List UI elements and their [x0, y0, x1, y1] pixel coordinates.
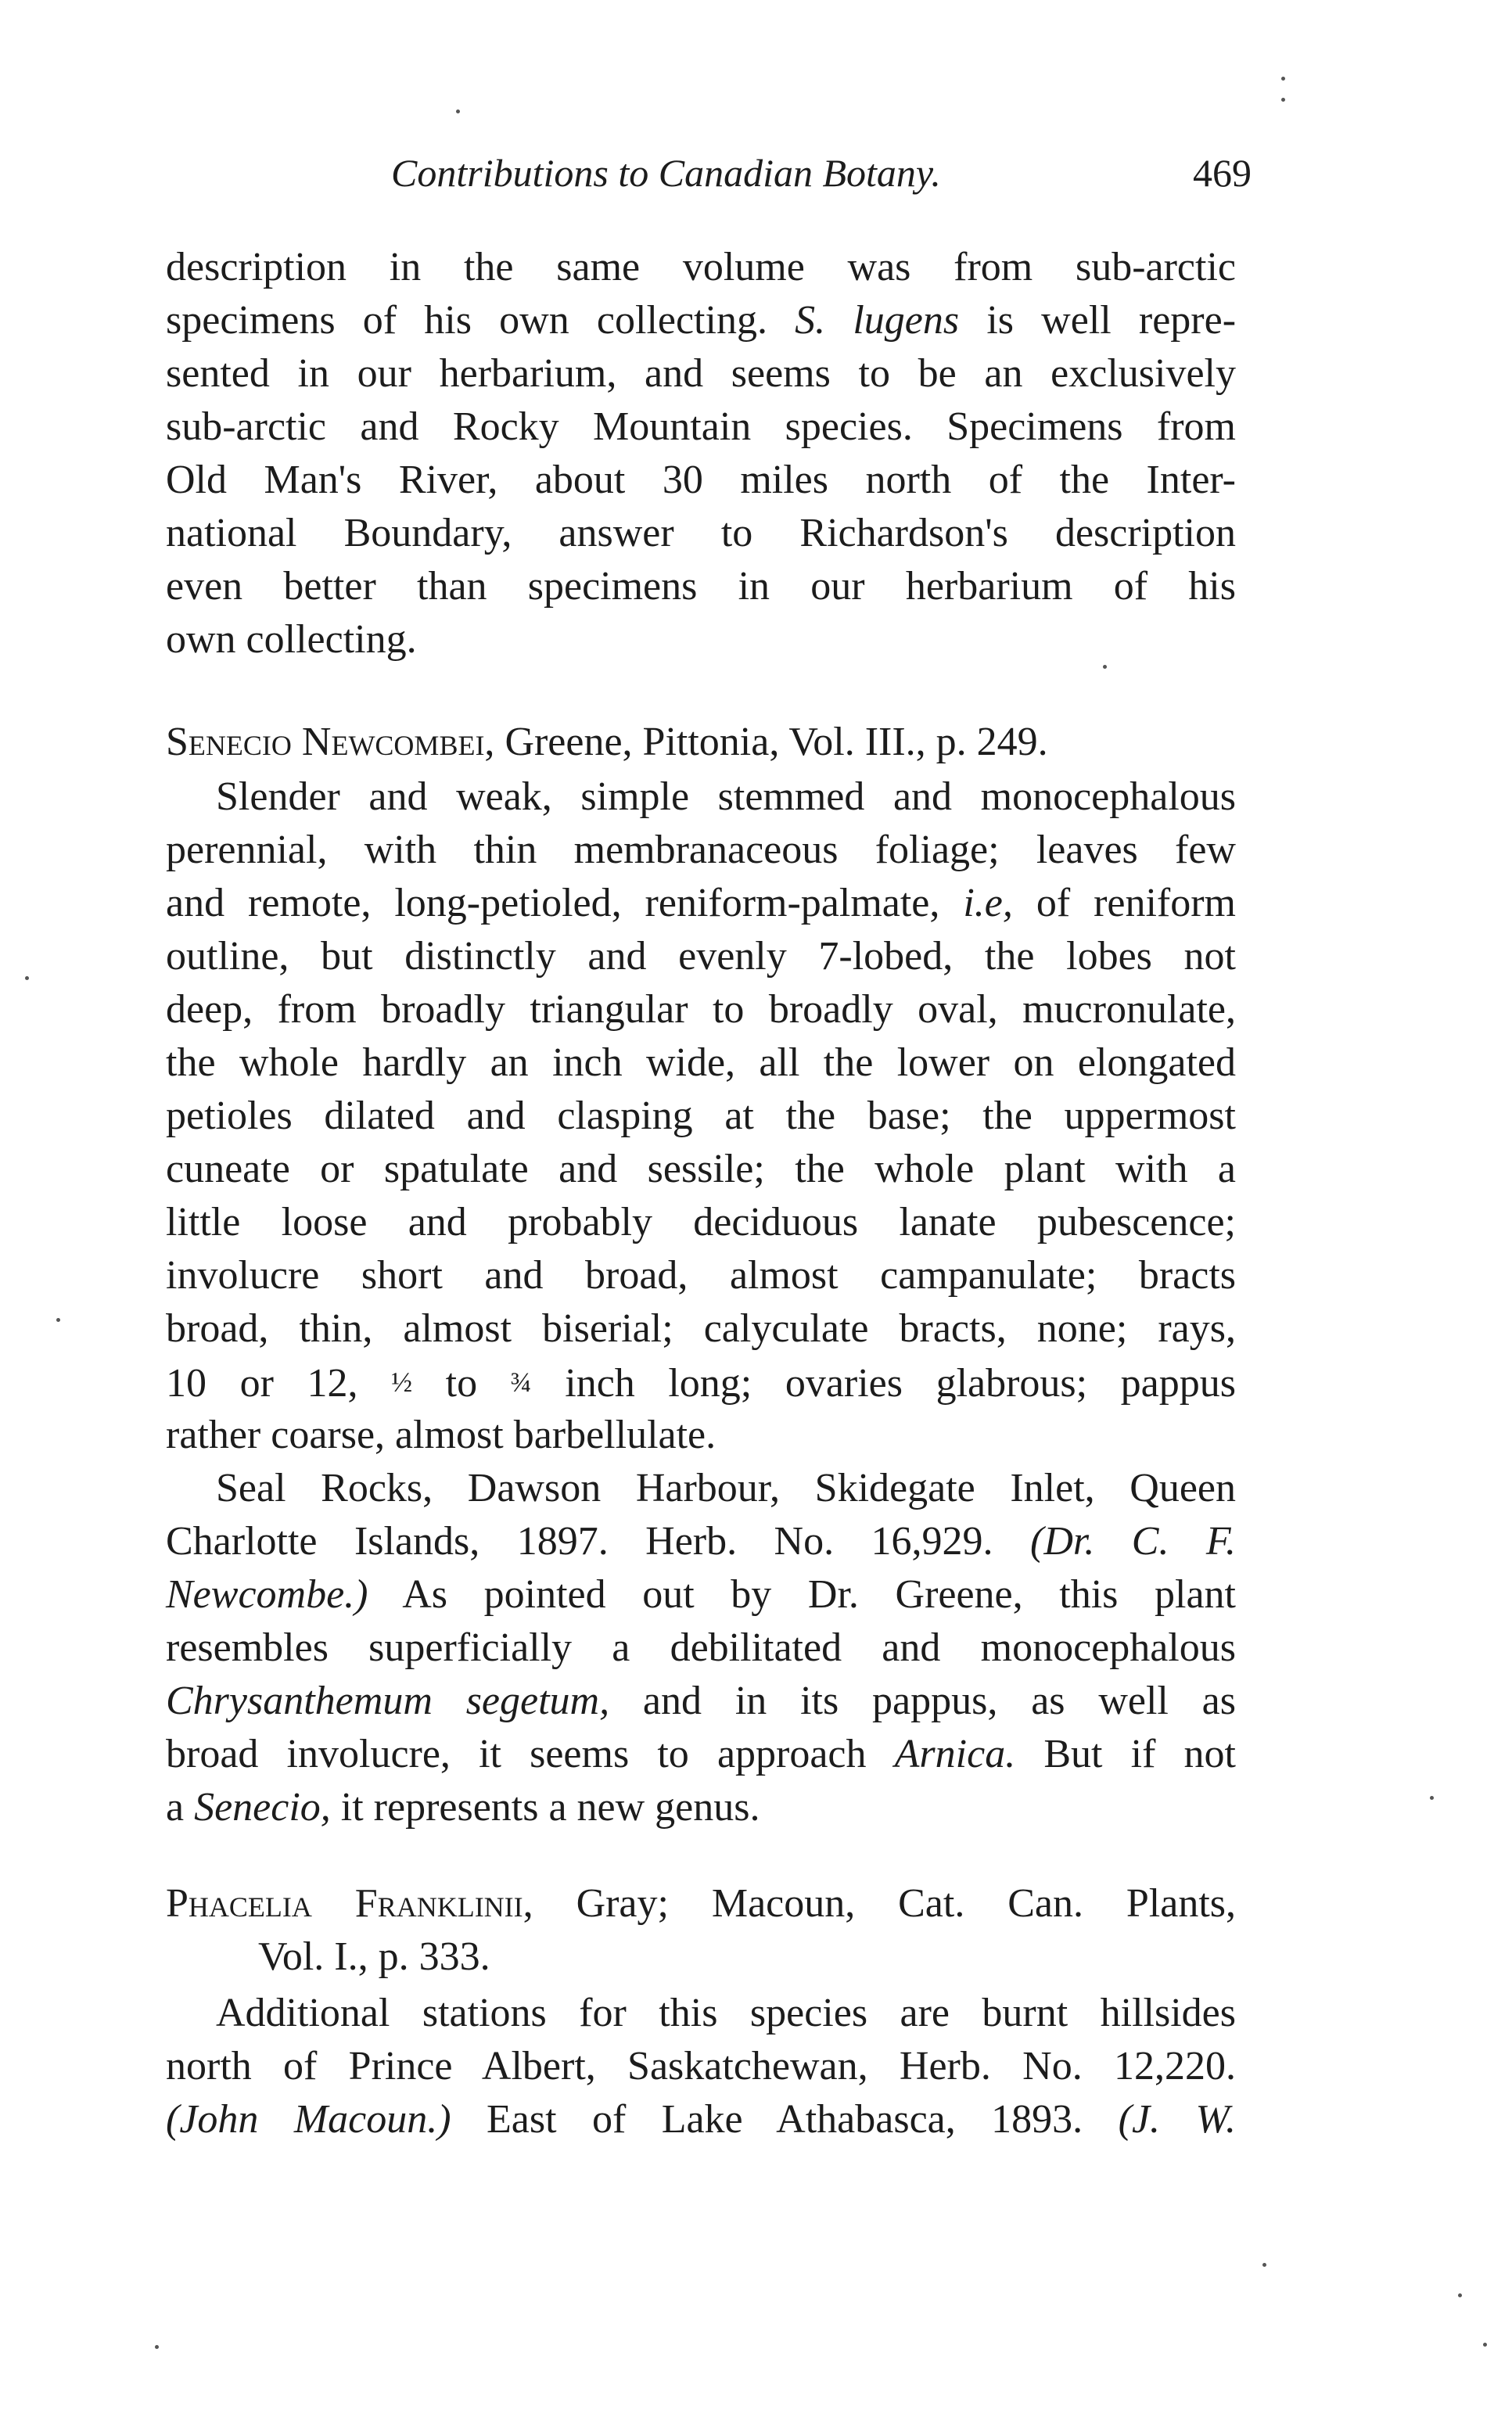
genus-name: Senecio, — [194, 1785, 331, 1830]
collector: (Dr. C. F. — [1030, 1519, 1236, 1564]
text-line: involucre short and broad, almost campanulate; bracts — [166, 1253, 1236, 1298]
scan-speck — [1458, 2293, 1462, 2297]
scan-speck — [1262, 2263, 1266, 2267]
collector: Newcombe.) — [166, 1572, 368, 1617]
text-line: Seal Rocks, Dawson Harbour, Skidegate Inlet, Queen — [216, 1466, 1236, 1510]
text-line: Additional stations for this species are burnt hillsides — [216, 1991, 1236, 2035]
text-line: resembles superficially a debilitated and monocephalous — [166, 1625, 1236, 1670]
text-line: north of Prince Albert, Saskatchewan, Herb. No. 12,220. — [166, 2044, 1236, 2088]
text-line: Newcombe.) As pointed out by Dr. Greene, this plant — [166, 1572, 1236, 1617]
text-line: even better than specimens in our herbarium of his — [166, 564, 1236, 609]
text-line: sub-arctic and Rocky Mountain species. Specimens from — [166, 404, 1236, 449]
species-title: Phacelia Franklinii, — [166, 1881, 533, 1926]
text-line: Old Man's River, about 30 miles north of the Inter- — [166, 458, 1236, 502]
running-header — [391, 150, 1252, 205]
phacelia-heading — [166, 1877, 1236, 1984]
text-line: own collecting. — [166, 617, 417, 662]
text-line: specimens of his own collecting. S. lugens is well repre- — [166, 298, 1237, 343]
scan-speck — [1281, 98, 1285, 102]
species-citation: Gray; Macoun, Cat. Can. Plants, — [576, 1881, 1237, 1926]
scan-speck — [56, 1318, 60, 1322]
text-line: sented in our herbarium, and seems to be an exclusively — [166, 351, 1236, 396]
collector: (John Macoun.) — [166, 2097, 451, 2142]
page-number: 469 — [1193, 151, 1252, 195]
text-line: national Boundary, answer to Richardson's description — [166, 511, 1236, 555]
scan-speck — [155, 2345, 159, 2349]
running-title: Contributions to Canadian Botany. — [391, 151, 941, 195]
species-heading — [166, 716, 1236, 769]
senecio-heading — [166, 716, 1236, 769]
text-line: and remote, long-petioled, reniform-palmate, i.e, of reniform — [166, 881, 1236, 925]
text-line: the whole hardly an inch wide, all the lower on elongated — [166, 1040, 1236, 1085]
paragraph-lugens — [166, 241, 1236, 666]
fraction: ½ — [391, 1367, 413, 1398]
species-name: S. lugens — [795, 298, 960, 343]
text-line: description in the same volume was from sub-arctic — [166, 245, 1236, 289]
text-line: 10 or 12, ½ to ¾ inch long; ovaries glabrous; pappus — [166, 1361, 1236, 1406]
text-line: Chrysanthemum segetum, and in its pappus, as well as — [166, 1679, 1237, 1723]
text-line: outline, but distinctly and evenly 7-lobed, the lobes not — [166, 934, 1236, 979]
scan-speck — [456, 110, 460, 113]
species-citation: Greene, Pittonia, Vol. III., p. 249. — [505, 720, 1048, 764]
text-line: Charlotte Islands, 1897. Herb. No. 16,929. (Dr. C. F. — [166, 1519, 1236, 1564]
text-line: a Senecio, it represents a new genus. — [166, 1785, 760, 1830]
text-line: rather coarse, almost barbellulate. — [166, 1413, 716, 1457]
scan-speck — [1483, 2343, 1487, 2347]
senecio-description — [166, 770, 1236, 1462]
text-line: petioles dilated and clasping at the base; the uppermost — [166, 1094, 1236, 1138]
text-line: deep, from broadly triangular to broadly oval, mucronulate, — [166, 987, 1236, 1032]
senecio-locality — [166, 1462, 1236, 1834]
scan-speck — [1281, 77, 1285, 81]
species-title: Senecio Newcombei, — [166, 720, 495, 764]
fraction: ¾ — [510, 1367, 532, 1398]
text-line: cuneate or spatulate and sessile; the whole plant with a — [166, 1147, 1236, 1191]
text-line: perennial, with thin membranaceous foliage; leaves few — [166, 828, 1236, 872]
scan-speck — [25, 976, 29, 980]
genus-name: Arnica. — [894, 1732, 1016, 1776]
species-citation-cont: Vol. I., p. 333. — [258, 1934, 490, 1979]
scan-speck — [1430, 1796, 1434, 1800]
text-line: broad involucre, it seems to approach Arnica. But if not — [166, 1732, 1237, 1776]
collector: (J. W. — [1118, 2097, 1236, 2142]
text-line: Slender and weak, simple stemmed and monocephalous — [216, 774, 1236, 819]
species-name: Chrysanthemum segetum, — [166, 1679, 610, 1723]
text-line: broad, thin, almost biserial; calyculate bracts, none; rays, — [166, 1306, 1236, 1351]
text-line: (John Macoun.) East of Lake Athabasca, 1893. (J. W. — [166, 2097, 1236, 2142]
species-heading — [166, 1877, 1236, 1930]
phacelia-description — [166, 1987, 1236, 2146]
text-line: little loose and probably deciduous lanate pubescence; — [166, 1200, 1236, 1244]
